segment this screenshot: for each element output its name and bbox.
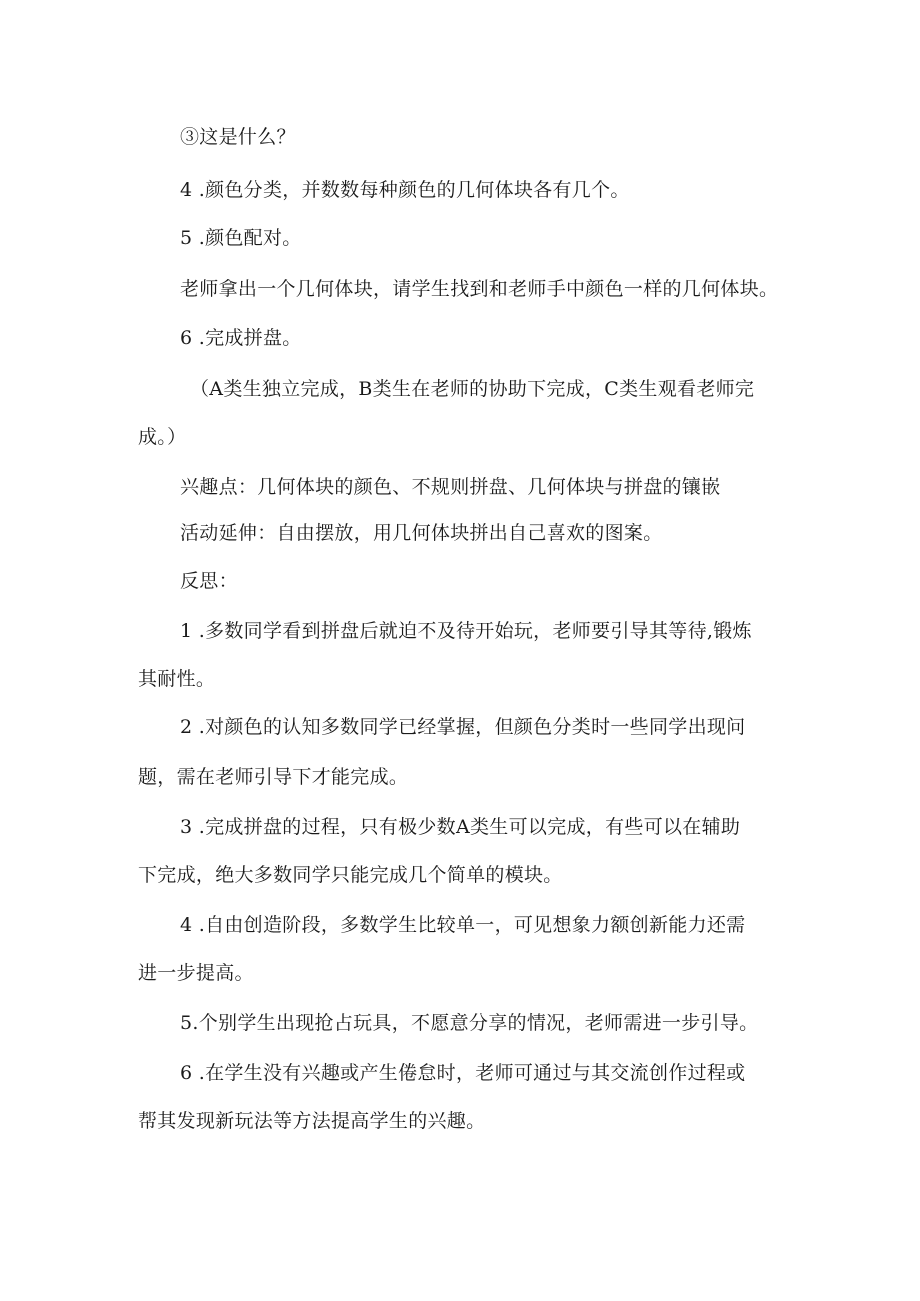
text-line: （A类生独立完成，B类生在老师的协助下完成，C类生观看老师完: [190, 378, 755, 400]
text-line: 下完成，绝大多数同学只能完成几个简单的模块。: [138, 864, 563, 886]
text-line: 1 .多数同学看到拼盘后就迫不及待开始玩，老师要引导其等待,锻炼: [180, 620, 752, 642]
text-line: 3 .完成拼盘的过程，只有极少数A类生可以完成，有些可以在辅助: [180, 816, 741, 838]
text-line: 兴趣点：几何体块的颜色、不规则拼盘、几何体块与拼盘的镶嵌: [180, 476, 721, 498]
text-line: 4 .自由创造阶段，多数学生比较单一，可见想象力额创新能力还需: [180, 914, 746, 936]
text-line: 5.个别学生出现抢占玩具，不愿意分享的情况，老师需进一步引导。: [180, 1012, 759, 1034]
text-line: 其耐性。: [138, 668, 216, 690]
text-line: 活动延伸：自由摆放，用几何体块拼出自己喜欢的图案。: [180, 522, 663, 544]
text-line: 5 .颜色配对。: [180, 227, 302, 249]
text-line: 题，需在老师引导下才能完成。: [138, 766, 409, 788]
text-line: 6 .完成拼盘。: [180, 327, 302, 349]
text-line: ③这是什么？: [180, 126, 296, 148]
text-line: 4 .颜色分类，并数数每种颜色的几何体块各有几个。: [180, 179, 630, 201]
text-line: 老师拿出一个几何体块，请学生找到和老师手中颜色一样的几何体块。: [180, 278, 779, 300]
text-line: 成。）: [138, 426, 187, 448]
text-line: 2 .对颜色的认知多数同学已经掌握，但颜色分类时一些同学出现问: [180, 716, 746, 738]
text-line: 帮其发现新玩法等方法提高学生的兴趣。: [138, 1110, 486, 1132]
text-line: 进一步提高。: [138, 962, 254, 984]
text-line: 反思：: [180, 570, 238, 592]
text-line: 6 .在学生没有兴趣或产生倦怠时，老师可通过与其交流创作过程或: [180, 1062, 746, 1084]
